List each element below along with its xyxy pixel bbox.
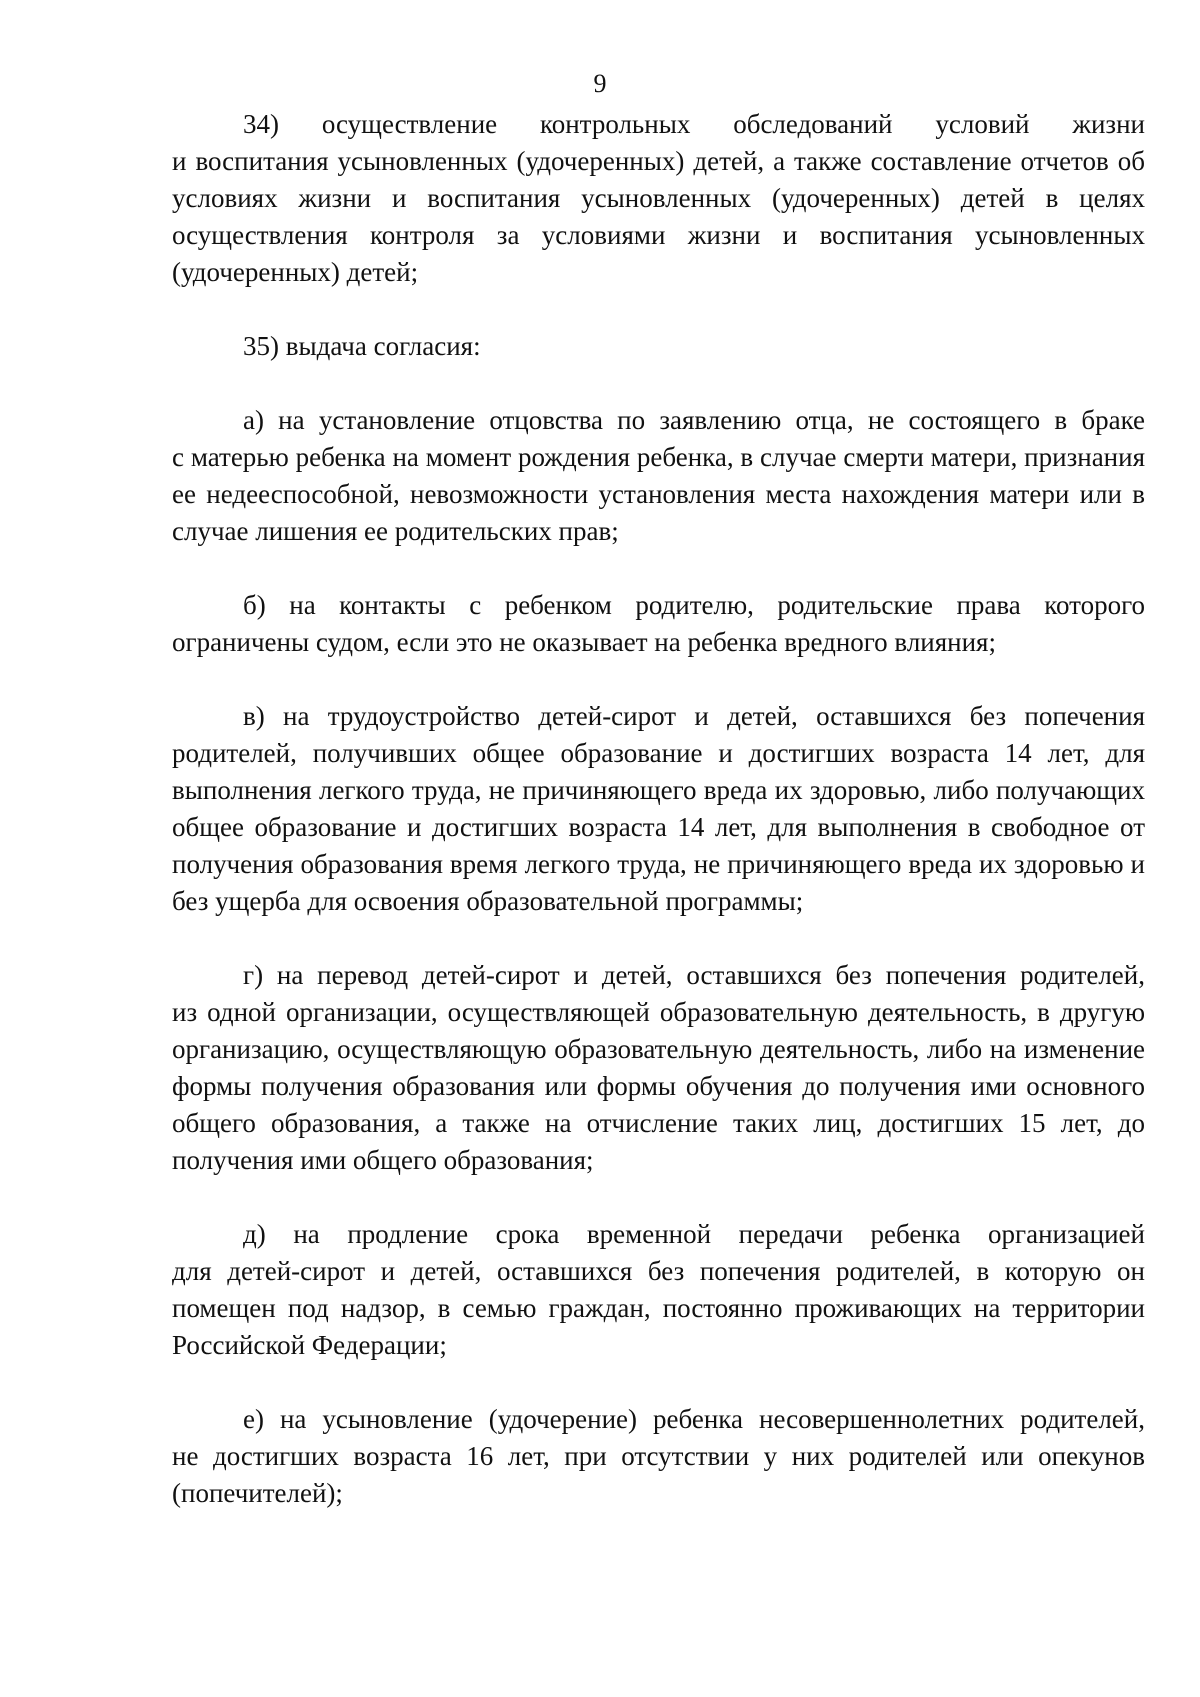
paragraph-first-line: б) на контакты с ребенком родителю, родительские права которого: [243, 590, 1145, 620]
paragraph-first-line: 34) осуществление контрольных обследований условий жизни: [243, 109, 1145, 139]
paragraph-first-line: в) на трудоустройство детей-сирот и детей, оставшихся без попечения: [243, 701, 1145, 731]
paragraph-first-line: е) на усыновление (удочерение) ребенка несовершеннолетних родителей,: [243, 1404, 1145, 1434]
document-body: [172, 106, 1145, 1512]
paragraph-first-line: г) на перевод детей-сирот и детей, оставшихся без попечения родителей,: [243, 960, 1145, 990]
paragraph-e: [172, 1401, 1145, 1512]
paragraph-b: [172, 587, 1145, 661]
paragraph-a: [172, 402, 1145, 550]
paragraph-first-line: 35) выдача согласия:: [243, 331, 481, 361]
paragraph-body: с матерью ребенка на момент рождения ребенка, в случае смерти матери, признания ее недееспособной, невозможности установления места нахождения матери или в случае лишения ее родительских прав;: [172, 442, 1145, 546]
paragraph-body: для детей-сирот и детей, оставшихся без попечения родителей, в которую он помещен под надзор, в семью граждан, постоянно проживающих на территории Российской Федерации;: [172, 1256, 1145, 1360]
paragraph-first-line: а) на установление отцовства по заявлению отца, не состоящего в браке: [243, 405, 1145, 435]
paragraph-g: [172, 957, 1145, 1179]
paragraph-34: [172, 106, 1145, 291]
paragraph-35: [172, 328, 1145, 365]
paragraph-body: ограничены судом, если это не оказывает на ребенка вредного влияния;: [172, 627, 996, 657]
paragraph-body: не достигших возраста 16 лет, при отсутствии у них родителей или опекунов (попечителей);: [172, 1441, 1145, 1508]
paragraph-v: [172, 698, 1145, 920]
page-number: 9: [593, 69, 607, 98]
paragraph-first-line: д) на продление срока временной передачи ребенка организацией: [243, 1219, 1145, 1249]
paragraph-body: и воспитания усыновленных (удочеренных) детей, а также составление отчетов об условиях жизни и воспитания усыновленных (удочеренных) детей в целях осуществления контроля за условиями жизни и воспитания усыновленных (удочеренных) детей;: [172, 146, 1145, 287]
paragraph-body: из одной организации, осуществляющей образовательную деятельность, в другую организацию, осуществляющую образовательную деятельность, либо на изменение формы получения образования или формы обучения до получения ими основного общего образования, а также на отчисление таких лиц, достигших 15 лет, до получения ими общего образования;: [172, 997, 1145, 1175]
paragraph-d: [172, 1216, 1145, 1364]
paragraph-body: родителей, получивших общее образование и достигших возраста 14 лет, для выполнения легкого труда, не причиняющего вреда их здоровью, либо получающих общее образование и достигших возраста 14 лет, для выполнения в свободное от получения образования время легкого труда, не причиняющего вреда их здоровью и без ущерба для освоения образовательной программы;: [172, 738, 1145, 916]
